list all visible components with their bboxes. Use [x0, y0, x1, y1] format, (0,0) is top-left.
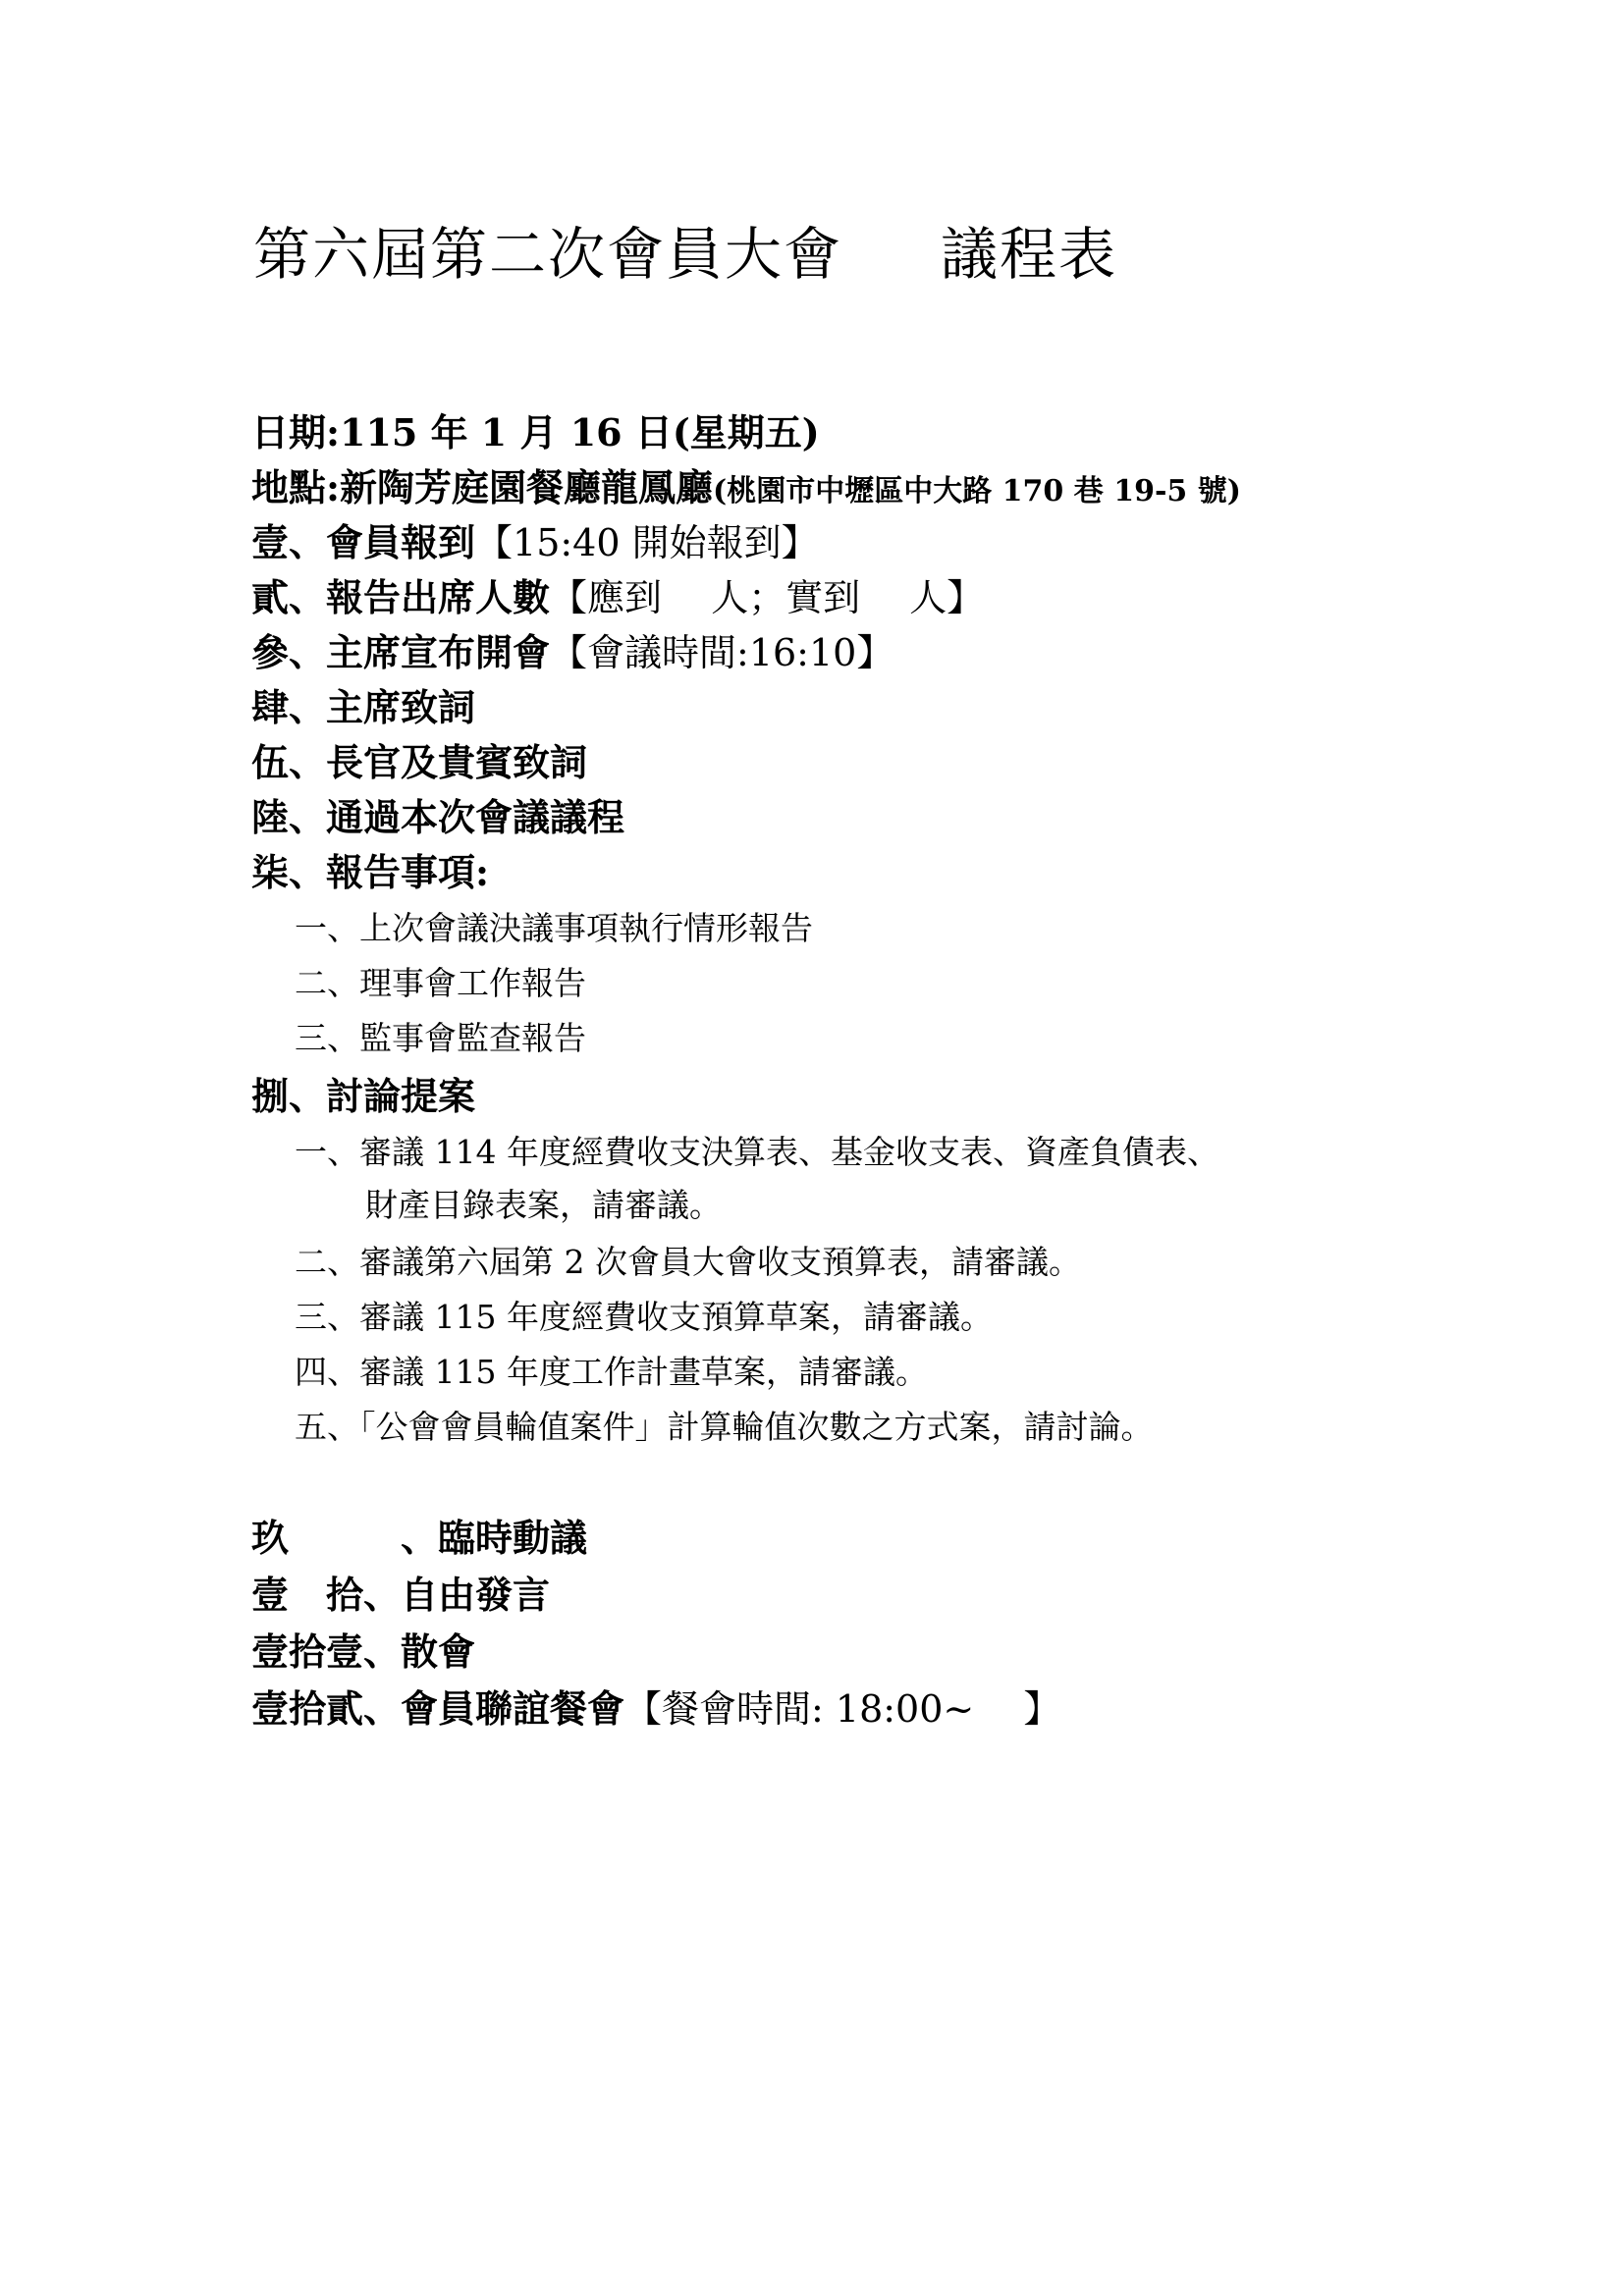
title-main: 第六屆第二次會員大會 — [253, 221, 843, 288]
agenda-item — [251, 1565, 550, 1619]
proposal-item-continuation: 財產目錄表案，請審議。 — [365, 1186, 722, 1224]
proposal-item: 五、「公會會員輪值案件」計算輪值次數之方式案，請討論。 — [295, 1408, 1154, 1446]
report-item: 二、理事會工作報告 — [295, 964, 586, 1002]
page-title — [253, 208, 1117, 291]
location-address: (桃園市中壢區中大路 170 巷 19-5 號) — [713, 474, 1241, 508]
agenda-item — [251, 567, 984, 621]
agenda-item-label: 貳、報告出席人數 — [251, 575, 551, 619]
agenda-item-note: 【會議時間:16:10】 — [550, 631, 894, 674]
agenda-item — [251, 1066, 475, 1120]
agenda-item-label: 壹拾貳、會員聯誼餐會 — [251, 1686, 625, 1731]
agenda-item-label: 參、主席宣布開會 — [251, 630, 551, 674]
proposal-item: 二、審議第六屆第 2 次會員大會收支預算表，請審議。 — [295, 1243, 1081, 1281]
proposal-item: 三、審議 115 年度經費收支預算草案，請審議。 — [295, 1298, 993, 1336]
agenda-item — [251, 842, 489, 896]
proposal-item: 一、審議 114 年度經費收支決算表、基金收支表、資產負債表、 — [295, 1133, 1219, 1171]
title-suffix: 議程表 — [941, 221, 1118, 288]
location-venue: 新陶芳庭園餐廳龍鳳廳 — [340, 465, 714, 509]
report-item: 一、上次會議決議事項執行情形報告 — [295, 909, 813, 947]
agenda-item-label: 肆、主席致詞 — [251, 685, 476, 729]
report-item: 三、監事會監查報告 — [295, 1019, 586, 1057]
agenda-item — [251, 732, 587, 786]
agenda-item — [251, 1508, 587, 1562]
agenda-item-label: 柒、報告事項: — [251, 850, 490, 894]
location-line — [251, 457, 1241, 511]
agenda-item-label: 壹拾壹、散會 — [251, 1629, 476, 1674]
date-line — [251, 402, 820, 456]
agenda-item-label: 玖 、臨時動議 — [251, 1516, 588, 1560]
agenda-item-label: 伍、長官及貴賓致詞 — [251, 740, 588, 784]
agenda-item — [251, 1622, 475, 1676]
agenda-item-note: 【應到 人；實到 人】 — [550, 576, 985, 619]
agenda-item — [251, 1679, 1060, 1733]
agenda-item-note: 【15:40 開始報到】 — [475, 521, 819, 564]
agenda-item — [251, 622, 893, 676]
agenda-item-label: 壹 拾、自由發言 — [251, 1573, 551, 1617]
agenda-item — [251, 512, 819, 566]
agenda-item-label: 捌、討論提案 — [251, 1074, 476, 1118]
agenda-item-label: 壹、會員報到 — [251, 520, 476, 564]
agenda-item — [251, 677, 475, 731]
agenda-item-note: 【餐會時間: 18:00~ 】 — [624, 1687, 1061, 1731]
date-label: 日期: — [251, 410, 341, 454]
agenda-item — [251, 787, 624, 841]
agenda-item-label: 陸、通過本次會議議程 — [251, 795, 625, 839]
location-label: 地點: — [251, 465, 341, 509]
proposal-item: 四、審議 115 年度工作計畫草案，請審議。 — [295, 1353, 928, 1391]
date-value: 115 年 1 月 16 日(星期五) — [340, 410, 820, 454]
